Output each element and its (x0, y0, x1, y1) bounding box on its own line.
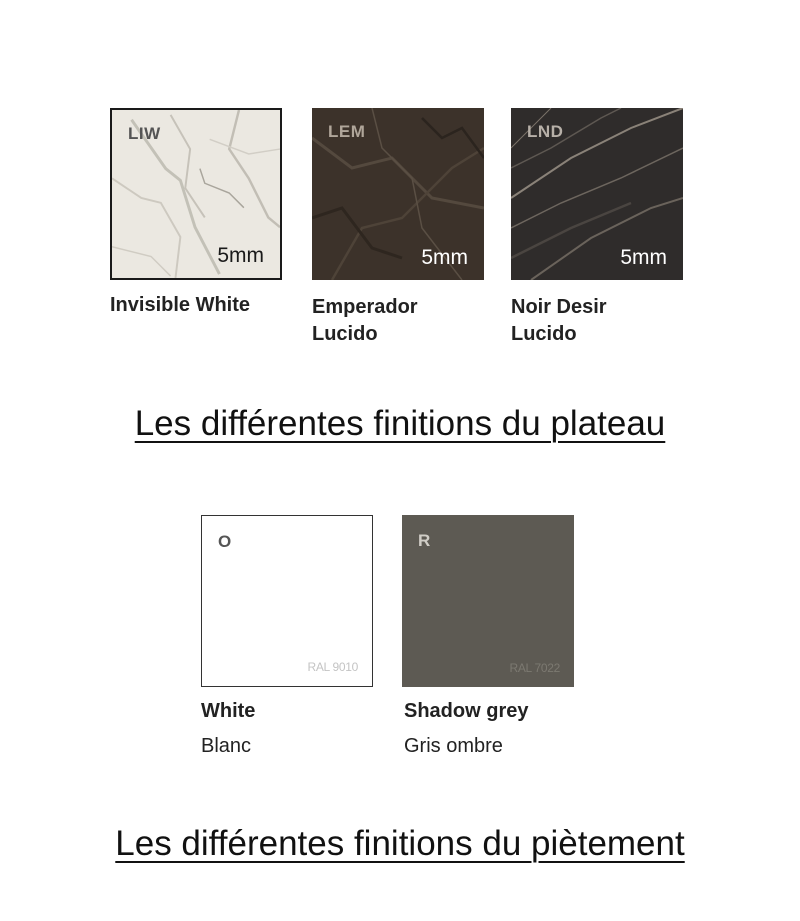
finish-code: LIW (128, 124, 161, 143)
finish-name: Emperador Lucido (312, 296, 418, 345)
finish-code: LND (527, 122, 564, 141)
finish-name: White (201, 700, 256, 722)
finish-subname: Gris ombre (404, 735, 503, 757)
finish-name: Shadow grey (404, 700, 529, 722)
swatch-white (201, 515, 373, 687)
swatch-noir-desir-lucido (511, 108, 683, 280)
swatch-emperador-lucido (312, 108, 484, 280)
finish-name: Invisible White (110, 294, 251, 316)
swatch-invisible-white (110, 108, 282, 280)
finish-thickness: 5mm (421, 246, 468, 269)
finish-thickness: 5mm (620, 246, 667, 269)
finish-code: LEM (328, 122, 366, 141)
finish-code: O (218, 532, 232, 551)
finish-thickness: 5mm (217, 244, 264, 267)
swatch-shadow-grey (402, 515, 574, 687)
ral-code: RAL 9010 (307, 660, 358, 674)
finish-name: Noir Desir Lucido (511, 296, 607, 345)
finish-subname: Blanc (201, 735, 252, 757)
ral-code: RAL 7022 (509, 661, 560, 675)
pietement-heading: Les différentes finitions du piètement (115, 824, 685, 863)
finish-code: R (418, 531, 431, 550)
plateau-heading: Les différentes finitions du plateau (134, 404, 666, 443)
